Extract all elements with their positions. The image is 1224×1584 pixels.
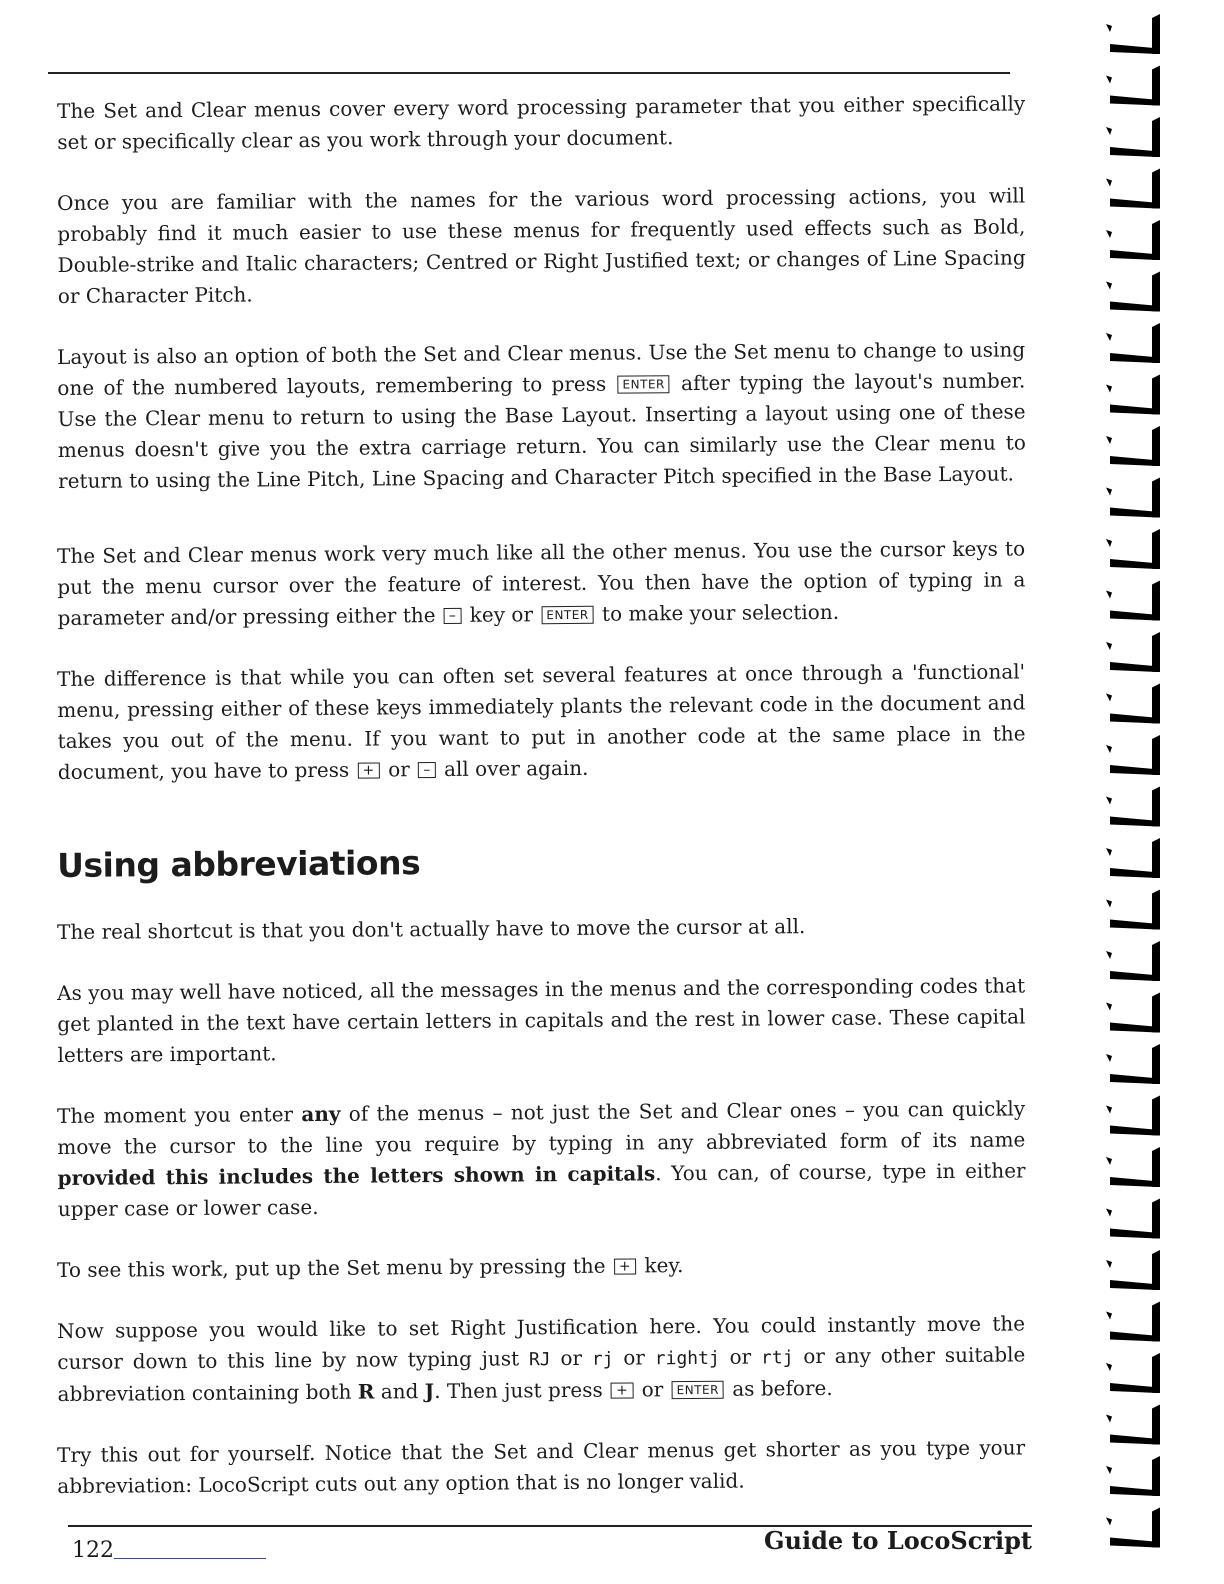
binding-tick (1106, 1003, 1112, 1011)
binding-tick (1106, 1518, 1112, 1526)
text-run: Now suppose you would like to set Right Justification here. You could instantly move the cursor down to this line by now typing just (57, 1311, 1026, 1374)
binding-hole (1110, 993, 1160, 1033)
binding-tick (1106, 385, 1112, 393)
binding-tick (1106, 230, 1112, 238)
binding-hole (1110, 735, 1160, 775)
text-run: and (380, 1379, 419, 1404)
section-heading: Using abbreviations (57, 843, 421, 885)
binding-hole (1110, 1353, 1160, 1393)
binding-tick (1106, 848, 1112, 856)
binding-tick (1106, 127, 1112, 135)
binding-hole (1110, 323, 1160, 363)
paragraph (57, 334, 1026, 497)
page-body (57, 91, 1026, 1502)
paragraph: Try this out for yourself. Notice that the Set and Clear menus get shorter as you type your abbreviation: LocoScript cuts out any option that is no longer valid. (57, 1435, 1026, 1498)
binding-hole (1110, 66, 1160, 106)
binding-tick (1106, 24, 1112, 32)
enter-key-icon: ENTER (541, 606, 593, 624)
binding-tick (1106, 1415, 1112, 1423)
binding-tick (1106, 1106, 1112, 1114)
spiral-binding-icon (1096, 0, 1224, 1584)
binding-tick (1106, 333, 1112, 341)
binding-hole (1110, 169, 1160, 209)
binding-tick (1106, 1312, 1112, 1320)
code-text: RJ (528, 1349, 551, 1371)
binding-tick (1106, 76, 1112, 84)
emphasis-text: R (357, 1379, 375, 1404)
emphasis-text: any (301, 1101, 341, 1127)
binding-hole (1110, 220, 1160, 260)
paragraph: The real shortcut is that you don't actually have to move the cursor at all. (57, 914, 806, 944)
text-run: key. (644, 1253, 684, 1278)
paragraph (57, 1247, 1025, 1286)
text-run: to make your selection. (601, 599, 840, 626)
binding-tick (1106, 1054, 1112, 1062)
paragraph: The Set and Clear menus cover every word processing parameter that you either specifically set or specifically clear as you work through your document. (57, 91, 1026, 154)
text-run: . You can, of course, type in either upper case or lower case. (57, 1158, 1026, 1221)
paragraph (57, 656, 1026, 788)
text-run: The difference is that while you can often set several features at once through a 'functional' menu, pressing either of these keys immediately plants the relevant code in the document and takes you out of the menu. If you want to put in another code at the same place in the document, you have to press (57, 659, 1026, 784)
text-run: or (560, 1345, 583, 1371)
paragraph (57, 533, 1026, 634)
text-run: To see this work, put up the Set menu by pressing the (57, 1253, 606, 1282)
text-run: or any other suitable abbreviation containing both (57, 1342, 1026, 1406)
code-text: rj (591, 1348, 614, 1370)
paragraph (57, 1308, 1026, 1410)
page-number: 122 (72, 1538, 114, 1563)
binding-tick (1106, 1466, 1112, 1474)
paragraph: As you may well have noticed, all the messages in the menus and the corresponding codes that get planted in the text have certain letters in capitals and the rest in lower case. These capital letters are important. (57, 973, 1026, 1067)
binding-tick (1106, 745, 1112, 753)
binding-hole (1110, 1405, 1160, 1445)
text-run: or (729, 1344, 752, 1369)
binding-hole (1110, 1096, 1160, 1136)
binding-hole (1110, 581, 1160, 621)
text-run: as before. (732, 1375, 833, 1401)
text-run: The moment you enter (57, 1102, 294, 1128)
binding-hole (1110, 1147, 1160, 1187)
binding-hole (1110, 1044, 1160, 1084)
binding-hole (1110, 14, 1160, 54)
binding-hole (1110, 529, 1160, 569)
binding-hole (1110, 1508, 1160, 1548)
binding-hole (1110, 272, 1160, 312)
binding-tick (1106, 1209, 1112, 1217)
text-run: . Then just press (434, 1377, 603, 1404)
book-title: Guide to LocoScript (764, 1526, 1032, 1555)
binding-tick (1106, 694, 1112, 702)
top-rule (48, 72, 1010, 74)
page-number-underline (114, 1558, 266, 1559)
binding-hole (1110, 117, 1160, 157)
text-run: key or (469, 602, 534, 627)
enter-key-icon: ENTER (617, 375, 669, 393)
binding-hole (1110, 632, 1160, 672)
binding-hole (1110, 838, 1160, 878)
binding-hole (1110, 478, 1160, 518)
binding-hole (1110, 787, 1160, 827)
binding-tick (1106, 1363, 1112, 1371)
text-run: Layout is also an option of both the Set and Clear menus. Use the Set menu to change to using one of the numbered layouts, remembering to press (57, 337, 1026, 400)
binding-tick (1106, 591, 1112, 599)
enter-key-icon: ENTER (672, 1381, 724, 1399)
paragraph: Once you are familiar with the names for the various word processing actions, you will probably find it much easier to use these menus for frequently used effects such as Bold, Double-strike and Italic characters; Centred or Right Justified text; or changes of Line Spacing or Character Pitch. (57, 183, 1026, 308)
binding-hole (1110, 1199, 1160, 1239)
paragraph (57, 1093, 1026, 1225)
binding-hole (1110, 941, 1160, 981)
plus-key-icon: + (358, 762, 380, 778)
binding-tick (1106, 797, 1112, 805)
binding-tick (1106, 539, 1112, 547)
plus-key-icon: + (611, 1382, 633, 1398)
minus-key-icon: – (444, 608, 462, 624)
text-run: or (641, 1377, 664, 1402)
emphasis-text: provided this includes the letters shown in capitals (57, 1161, 656, 1190)
emphasis-text: J (424, 1379, 435, 1404)
text-run: of the menus – not just the Set and Clear ones – you can quickly move the cursor to the line you require by typing in any abbreviated form of its name (57, 1096, 1026, 1159)
binding-tick (1106, 282, 1112, 290)
binding-hole (1110, 890, 1160, 930)
binding-tick (1106, 436, 1112, 444)
binding-tick (1106, 488, 1112, 496)
text-run: or (623, 1345, 646, 1370)
binding-hole (1110, 1302, 1160, 1342)
binding-tick (1106, 900, 1112, 908)
binding-tick (1106, 642, 1112, 650)
code-text: rtj (760, 1347, 794, 1369)
text-run: all over again. (443, 755, 589, 781)
binding-hole (1110, 1250, 1160, 1290)
binding-hole (1110, 1456, 1160, 1496)
minus-key-icon: – (418, 762, 436, 778)
code-text: rightj (654, 1347, 720, 1370)
text-run: after typing the layout's number. Use the Clear menu to return to using the Base Layout. Inserting a layout using one of these menus doesn't give you the extra carriage return. You can similarly use the Clear menu to return to using the Line Pitch, Line Spacing and Character Pitch specified in the Base Layout. (57, 368, 1026, 493)
plus-key-icon: + (614, 1258, 636, 1274)
binding-hole (1110, 375, 1160, 415)
text-run: or (388, 757, 410, 782)
binding-hole (1110, 426, 1160, 466)
binding-tick (1106, 1157, 1112, 1165)
binding-tick (1106, 1260, 1112, 1268)
binding-hole (1110, 684, 1160, 724)
binding-tick (1106, 951, 1112, 959)
binding-tick (1106, 179, 1112, 187)
text-run: The Set and Clear menus work very much like all the other menus. You use the cursor keys to put the menu cursor over the feature of interest. You then have the option of typing in a parameter and/or pressing either the (57, 536, 1026, 630)
